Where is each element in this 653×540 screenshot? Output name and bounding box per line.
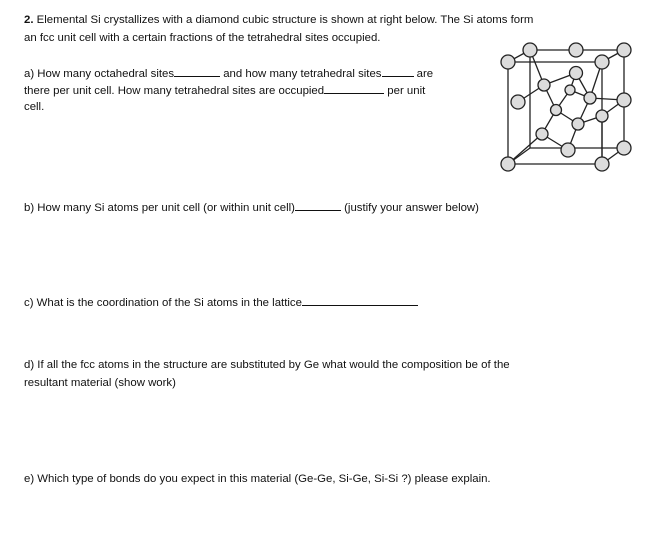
part-b-text: b) How many Si atoms per unit cell (or within unit cell): [24, 202, 295, 214]
part-a-text: are: [413, 68, 434, 80]
occupied-answer-blank[interactable]: [324, 82, 384, 94]
atom-interior: [596, 110, 608, 122]
part-a-line-2: [24, 82, 425, 99]
question-2-intro-line-1: [24, 13, 533, 28]
atom-corner: [523, 43, 537, 57]
part-c: [24, 294, 418, 311]
question-2-intro-line-2: an fcc unit cell with a certain fractions of the tetrahedral sites occupied.: [24, 32, 381, 44]
part-a-line-3: cell.: [24, 101, 45, 113]
part-c-text: c) What is the coordination of the Si atoms in the lattice: [24, 297, 302, 309]
part-d-line-2: resultant material (show work): [24, 377, 176, 389]
part-e: e) Which type of bonds do you expect in this material (Ge-Ge, Si-Ge, Si-Si ?) please explain.: [24, 473, 491, 485]
atom-corner: [595, 157, 609, 171]
question-number: 2.: [24, 14, 34, 26]
atom-face: [561, 143, 575, 157]
atom-interior: [565, 85, 575, 95]
atom-corner: [501, 55, 515, 69]
atom-interior: [584, 92, 596, 104]
part-a-text: a) How many octahedral sites: [24, 68, 175, 80]
atom-corner: [617, 43, 631, 57]
atom-face: [617, 93, 631, 107]
atom-corner: [501, 157, 515, 171]
part-b: [24, 199, 479, 216]
part-b-text: (justify your answer below): [340, 202, 479, 214]
atom-corner: [595, 55, 609, 69]
atom-face: [511, 95, 525, 109]
part-a-line-1: [24, 65, 433, 82]
tetrahedral-answer-blank[interactable]: [382, 65, 414, 77]
atom-interior: [572, 118, 584, 130]
part-a-text: and how many tetrahedral sites: [220, 68, 382, 80]
atom-face: [569, 43, 583, 57]
atom-interior: [551, 105, 562, 116]
part-a-text: per unit: [384, 85, 426, 97]
octahedral-answer-blank[interactable]: [174, 65, 220, 77]
atom-face: [570, 67, 583, 80]
diamond-cubic-unit-cell-diagram: [494, 38, 636, 184]
atoms-per-cell-blank[interactable]: [295, 199, 341, 211]
atom-interior: [538, 79, 550, 91]
atom-corner: [617, 141, 631, 155]
intro-text: Elemental Si crystallizes with a diamond cubic structure is shown at right below. The Si atoms form: [33, 14, 534, 26]
part-d-line-1: d) If all the fcc atoms in the structure are substituted by Ge what would the composition be of the: [24, 359, 510, 371]
atom-interior: [536, 128, 548, 140]
part-a-text: there per unit cell. How many tetrahedral sites are occupied: [24, 85, 325, 97]
coordination-blank[interactable]: [302, 294, 418, 306]
